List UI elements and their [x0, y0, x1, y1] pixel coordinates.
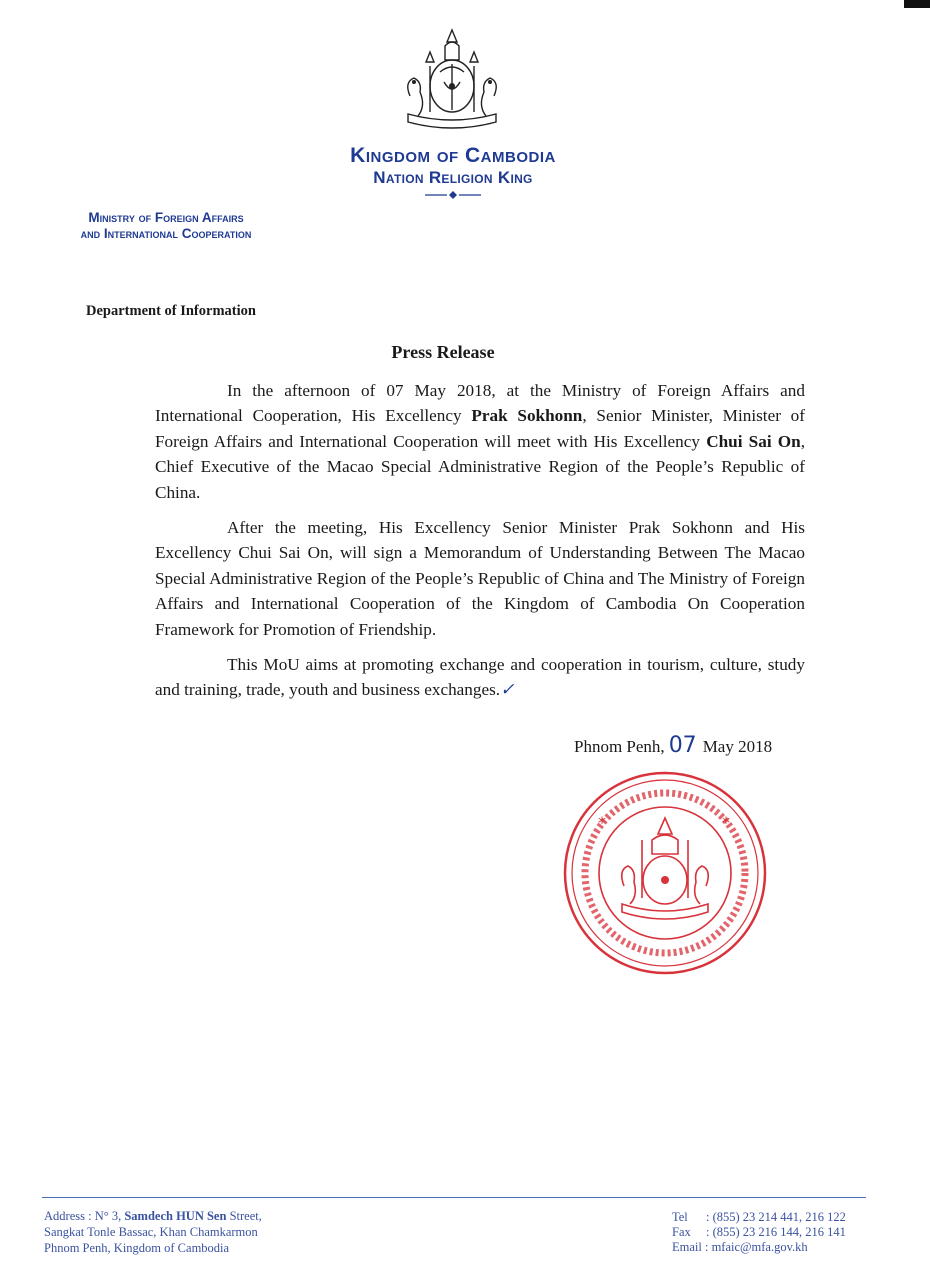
document-title: Press Release — [391, 342, 495, 362]
footer-divider — [42, 1197, 866, 1198]
national-motto: Nation Religion King — [373, 168, 533, 187]
footer-contact: Tel : (855) 23 214 441, 216 122 Fax : (855) 23 216 144, 216 141 Email : mfaic@mfa.gov.kh — [672, 1210, 846, 1254]
official-seal-stamp — [562, 770, 768, 976]
handwritten-check-icon: ✓ — [500, 680, 515, 700]
royal-emblem-icon — [400, 26, 504, 134]
press-release-body — [155, 378, 805, 713]
svg-text:*: * — [722, 813, 730, 832]
dateline: Phnom Penh, 07 May 2018 — [574, 733, 773, 758]
handwritten-day: 07 — [668, 733, 697, 758]
ministry-name: Ministry of Foreign Affairs and International Cooperation — [80, 210, 252, 241]
paragraph-3: This MoU aims at promoting exchange and cooperation in tourism, culture, study and training, trade, youth and business exchanges.✓ — [155, 655, 805, 700]
footer-address: Address : N° 3, Samdech HUN Sen Street, Sangkat Tonle Bassac, Khan Chamkarmon Phnom Penh, Kingdom of Cambodia — [44, 1209, 262, 1255]
svg-text:*: * — [598, 813, 606, 832]
email-link[interactable]: : mfaic@mfa.gov.kh — [704, 1240, 808, 1254]
scan-corner-mark — [904, 0, 930, 8]
paragraph-2: After the meeting, His Excellency Senior Minister Prak Sokhonn and His Excellency Chui Sai On, will sign a Memorandum of Understanding Between The Macao Special Administrative Region of the People’s Republic of China and The Ministry of Foreign Affairs and International Cooperation of the Kingdom of Cambodia On Cooperation Framework for Promotion of Friendship. — [155, 518, 805, 639]
ornament-divider-icon — [423, 190, 483, 200]
kingdom-name: Kingdom of Cambodia — [350, 144, 556, 167]
paragraph-1: In the afternoon of 07 May 2018, at the Ministry of Foreign Affairs and International Cooperation, His Excellency Prak Sokhonn, Senior Minister, Minister of Foreign Affairs and International Cooperation will meet with His Excellency Chui Sai On, Chief Executive of the Macao Special Administrative Region of the People’s Republic of China. — [155, 381, 806, 502]
department-label: Department of Information — [86, 303, 256, 319]
